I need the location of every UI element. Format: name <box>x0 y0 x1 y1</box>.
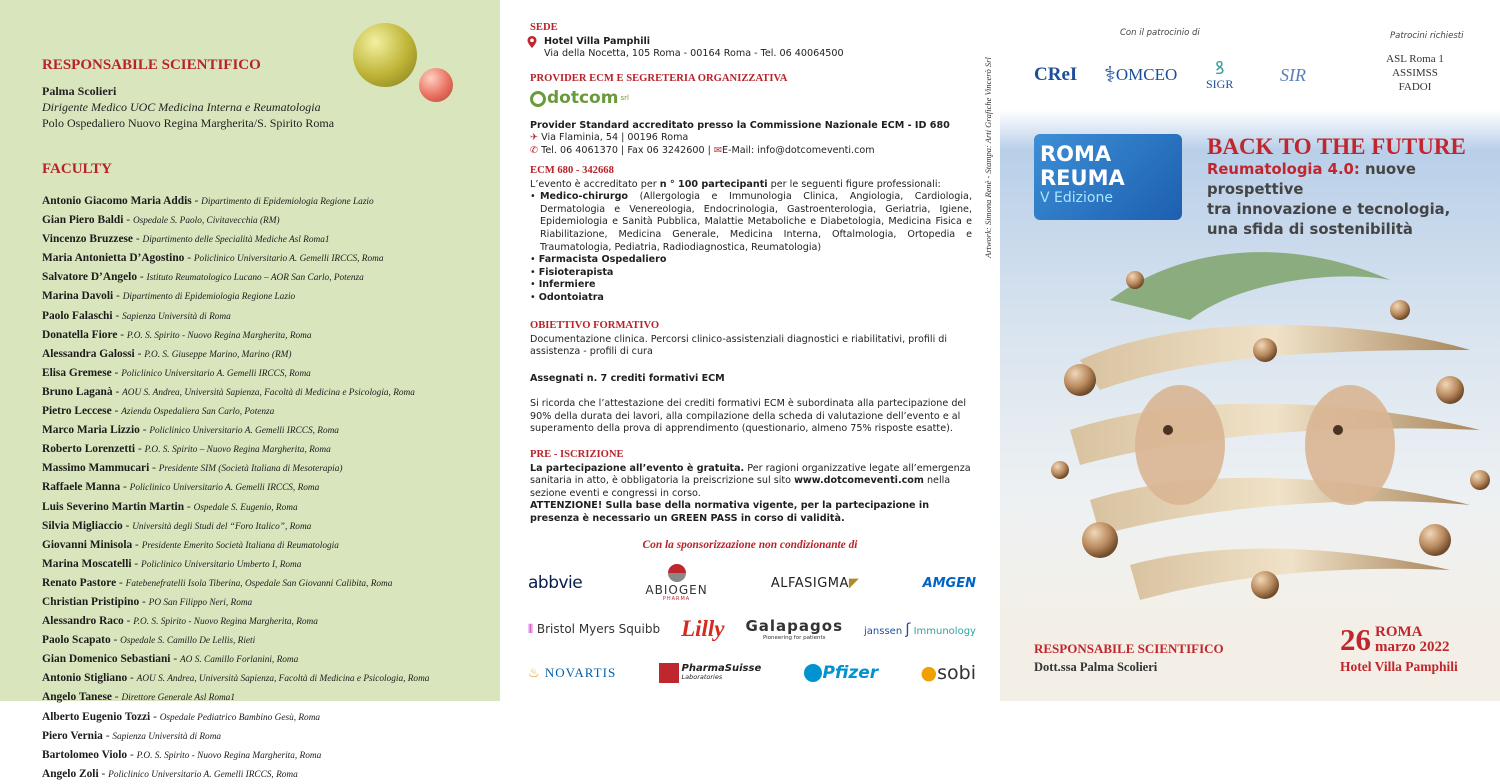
faculty-affiliation: Dipartimento di Epidemiologia Regione Lazio <box>201 197 374 207</box>
dotcom-logo-icon <box>530 91 546 107</box>
faculty-member: Raffaele Manna - Policlinico Universitario A. Gemelli IRCCS, Roma <box>42 481 320 494</box>
faculty-name: Salvatore D’Angelo <box>42 271 138 284</box>
sede-address: Via della Nocetta, 105 Roma - 00164 Roma - Tel. 06 40064500 <box>544 48 844 60</box>
faculty-member: Gian Domenico Sebastiani - AO S. Camillo Forlanini, Roma <box>42 653 299 666</box>
responsabile-block <box>42 83 334 131</box>
patrocinio-label: Con il patrocinio di <box>1120 28 1200 38</box>
faculty-name: Maria Antonietta D’Agostino <box>42 252 185 265</box>
requested-fadoi: FADOI <box>1398 81 1432 93</box>
faculty-affiliation: AOU S. Andrea, Università Sapienza, Facoltà di Medicina e Psicologia, Roma <box>122 387 415 398</box>
sede-name: Hotel Villa Pamphili <box>544 35 651 47</box>
faculty-member: Vincenzo Bruzzese - Dipartimento delle Specialità Mediche Asl Roma1 <box>42 233 330 246</box>
faculty-member: Luis Severino Martin Martin - Ospedale S. Eugenio, Roma <box>42 500 298 513</box>
faculty-affiliation: Ospedale Pediatrico Bambino Gesù, Roma <box>159 712 321 723</box>
pharmasuisse-logo: PharmaSuisse Laboratories <box>659 663 762 683</box>
faculty-name: Luis Severino Martin Martin <box>42 500 185 513</box>
faculty-member: Antonio Giacomo Maria Addis - Dipartimento di Epidemiologia Regione Lazio <box>42 195 374 207</box>
faculty-name: Elisa Gremese <box>42 366 112 379</box>
novartis-logo: ♨ NOVARTIS <box>528 665 617 680</box>
faculty-affiliation: AO S. Camillo Forlanini, Roma <box>179 655 299 666</box>
roma-reuma-line1: ROMA <box>1040 142 1112 166</box>
ecm-intro: L’evento è accreditato per n ° 100 partecipanti per le seguenti figure professionali: <box>530 178 941 190</box>
faculty-affiliation: Policlinico Universitario A. Gemelli IRCCS, Roma <box>193 254 384 265</box>
responsabile-role: Dirigente Medico UOC Medicina Interna e Reumatologia <box>42 100 321 114</box>
faculty-member: Paolo Scapato - Ospedale S. Camillo De Lellis, Rieti <box>42 634 256 647</box>
ecm-section <box>530 165 972 305</box>
provider-address-line: ✈ Via Flaminia, 54 | 00196 Roma <box>530 132 689 144</box>
faculty-affiliation: Azienda Ospedaliera San Carlo, Potenza <box>121 407 275 418</box>
dotcom-logo-text: dotcom <box>547 88 619 109</box>
faculty-affiliation: PO San Filippo Neri, Roma <box>148 597 253 608</box>
alfasigma-logo: ALFASIGMA◤ <box>770 575 860 591</box>
patrocini-richiesti-label: Patrocini richiesti <box>1390 31 1464 41</box>
faculty-member: Angelo Tanese - Direttore Generale Asl Roma1 <box>42 691 235 704</box>
faculty-member: Bartolomeo Violo - P.O. S. Spirito - Nuovo Regina Margherita, Roma <box>42 748 322 761</box>
bullet: • <box>530 279 539 291</box>
faculty-affiliation: P.O. S. Giuseppe Marino, Marino (RM) <box>144 349 292 360</box>
faculty-affiliation: Presidente Emerito Società Italiana di Reumatologia <box>141 540 339 551</box>
ecm-profession-item <box>530 279 972 292</box>
event-venue: Hotel Villa Pamphili <box>1340 659 1458 674</box>
sigr-logo: ꝸ SIGR <box>1206 57 1234 91</box>
faculty-member: Alberto Eugenio Tozzi - Ospedale Pediatrico Bambino Gesù, Roma <box>42 710 321 723</box>
event-city: ROMA <box>1375 624 1423 640</box>
sobi-logo: ●sobi <box>920 662 976 684</box>
provider-contacts-line: ✆ Tel. 06 4061370 | Fax 06 3242600 | ✉E-Mail: info@dotcomeventi.com <box>530 144 875 156</box>
faculty-member: Giovanni Minisola - Presidente Emerito Società Italiana di Reumatologia <box>42 538 339 551</box>
pfizer-icon <box>804 664 822 682</box>
faculty-name: Gian Piero Baldi <box>42 214 124 227</box>
faculty-name: Marco Maria Lizzio <box>42 424 140 437</box>
dotcomeventi-link[interactable]: www.dotcomeventi.com <box>794 475 924 487</box>
location-pin-icon <box>527 36 537 48</box>
event-date-place <box>1340 622 1458 675</box>
faculty-name: Marina Davoli <box>42 290 114 303</box>
faculty-name: Antonio Stigliano <box>42 672 128 685</box>
faculty-affiliation: Policlinico Universitario A. Gemelli IRCCS, Roma <box>108 769 298 780</box>
phone-icon: ✆ <box>530 144 539 156</box>
bullet: • <box>530 254 539 266</box>
responsabile-place: Polo Ospedaliero Nuovo Regina Margherita/S. Spirito Roma <box>42 116 335 130</box>
dotcom-logo <box>530 87 975 111</box>
requested-assimss: ASSIMSS <box>1392 67 1438 79</box>
faculty-affiliation: Dipartimento di Epidemiologia Regione Lazio <box>122 292 296 303</box>
faculty-member: Gian Piero Baldi - Ospedale S. Paolo, Civitavecchia (RM) <box>42 214 280 227</box>
faculty-name: Piero Vernia <box>42 729 103 742</box>
lilly-logo: Lilly <box>681 616 725 641</box>
faculty-affiliation: Ospedale S. Eugenio, Roma <box>193 502 298 513</box>
ecm-profession-item <box>530 254 972 267</box>
preiscrizione-section <box>530 449 972 526</box>
faculty-list <box>42 192 429 784</box>
faculty-name: Pietro Leccese <box>42 405 112 418</box>
amgen-logo: AMGEN <box>922 575 976 591</box>
ecm-profession-label: Farmacista Ospedaliero <box>538 254 667 266</box>
faculty-name: Paolo Falaschi <box>42 309 113 322</box>
attestazione-text: Si ricorda che l’attestazione dei crediti formativi ECM è subordinata alla partecipazione del 90% della durata dei lavori, alla compilazione della scheda di valutazione dell’evento e al superamento della prova di apprendimento (questionario, almeno 75% risposte esatte). <box>530 398 966 435</box>
ecm-other-professions <box>530 254 972 304</box>
faculty-member: Donatella Fiore - P.O. S. Spirito - Nuovo Regina Margherita, Roma <box>42 328 312 341</box>
left-panel <box>0 0 500 780</box>
requested-patronage-list <box>1365 52 1465 94</box>
faculty-member: Marco Maria Lizzio - Policlinico Universitario A. Gemelli IRCCS, Roma <box>42 424 339 437</box>
faculty-member: Renato Pastore - Fatebenefratelli Isola Tiberina, Ospedale San Giovanni Calibita, Roma <box>42 576 393 589</box>
faculty-name: Gian Domenico Sebastiani <box>42 653 171 666</box>
artwork-credit: Artwork: Simona Renè - Stampa: Arti Grafiche Vincerò Srl <box>983 57 993 258</box>
cover-panel <box>1000 0 1500 701</box>
abiogen-icon <box>668 564 686 582</box>
ecm-profession-label: Odontoiatra <box>538 291 604 303</box>
responsabile-title: RESPONSABILE SCIENTIFICO <box>42 57 261 73</box>
email-icon: ✉ <box>713 144 722 156</box>
faculty-member: Marina Davoli - Dipartimento di Epidemiologia Regione Lazio <box>42 290 296 303</box>
faculty-name: Alessandro Raco <box>42 615 124 628</box>
dotcom-logo-suffix: srl <box>620 94 629 103</box>
cover-responsabile-title: RESPONSABILE SCIENTIFICO <box>1034 641 1224 656</box>
faculty-name: Bruno Laganà <box>42 385 113 398</box>
faculty-member: Elisa Gremese - Policlinico Universitario A. Gemelli IRCCS, Roma <box>42 366 311 379</box>
cover-responsabile-name: Dott.ssa Palma Scolieri <box>1034 660 1158 674</box>
preiscrizione-text: La partecipazione all’evento è gratuita. Per ragioni organizzative legate all’emergenza sanitaria in atto, è obbligatoria la preiscrizione sul sito www.dotcomeventi.com nella sezione eventi e congressi in corso. <box>530 462 971 499</box>
faculty-affiliation: Policlinico Universitario A. Gemelli IRCCS, Roma <box>129 483 320 494</box>
faculty-member: Silvia Migliaccio - Università degli Studi del “Foro Italico”, Roma <box>42 519 312 532</box>
event-day: 26 <box>1340 622 1371 657</box>
omceo-logo: ⚕ OMCEO <box>1104 62 1178 87</box>
sede-title: SEDE <box>530 22 558 33</box>
sigr-icon: ꝸ <box>1214 57 1225 78</box>
faculty-member: Massimo Mammucari - Presidente SIM (Società Italiana di Mesoterapia) <box>42 462 343 475</box>
faculty-affiliation: P.O. S. Spirito - Nuovo Regina Margherita, Roma <box>126 330 312 341</box>
faculty-member: Pietro Leccese - Azienda Ospedaliera San Carlo, Potenza <box>42 405 275 418</box>
cover-artwork <box>1040 240 1495 630</box>
cover-responsabile <box>1034 641 1224 675</box>
ecm-medico-item: • Medico-chirurgo (Allergologia e Immunologia Clinica, Angiologia, Cardiologia, Dermatologia e Venereologia, Endocrinologia, Gastroenterologia, Geriatria, Igiene, Epidemiologia e Sanità Pubblica, Malattie Metaboliche e Diabetologia, Medicina Fisica e Riabilitazione, Medicina Generale, Medicina Interna, Oftalmologia, Ortopedia e Traumatologia, Pediatria, Radiodiagnostica, Reumatologia) <box>530 191 972 253</box>
faculty-affiliation: P.O. S. Spirito - Nuovo Regina Margherita, Roma <box>133 617 318 628</box>
novartis-icon: ♨ <box>528 665 541 680</box>
faculty-member: Salvatore D’Angelo - Istituto Reumatologico Lucano – AOR San Carlo, Potenza <box>42 271 364 284</box>
middle-panel <box>500 0 1000 701</box>
faculty-affiliation: Policlinico Universitario A. Gemelli IRCCS, Roma <box>149 426 339 437</box>
faculty-name: Christian Pristipino <box>42 595 140 608</box>
faculty-name: Silvia Migliaccio <box>42 519 123 532</box>
faculty-affiliation: Ospedale S. Paolo, Civitavecchia (RM) <box>132 216 280 227</box>
faculty-member: Alessandra Galossi - P.O. S. Giuseppe Marino, Marino (RM) <box>42 347 292 360</box>
faculty-member: Christian Pristipino - PO San Filippo Neri, Roma <box>42 595 253 608</box>
faculty-name: Alessandra Galossi <box>42 347 135 360</box>
obiettivo-text: Documentazione clinica. Percorsi clinico-assistenziali diagnostici e riabilitativi, profili di assistenza - profili di cura <box>530 333 948 358</box>
faculty-name: Alberto Eugenio Tozzi <box>42 710 151 723</box>
responsabile-name: Palma Scolieri <box>42 84 117 98</box>
provider-title: PROVIDER ECM E SEGRETERIA ORGANIZZATIVA <box>530 73 788 84</box>
ecm-profession-item <box>530 292 972 305</box>
pharmasuisse-icon <box>659 663 679 683</box>
ecm-title: ECM 680 - 342668 <box>530 165 614 176</box>
sobi-icon: ● <box>920 662 938 684</box>
faculty-member: Piero Vernia - Sapienza Università di Roma <box>42 729 222 742</box>
faculty-title: FACULTY <box>42 161 113 177</box>
faculty-name: Paolo Scapato <box>42 634 111 647</box>
ecm-profession-label: Infermiere <box>538 279 596 291</box>
obiettivo-title: OBIETTIVO FORMATIVO <box>530 320 660 331</box>
provider-accreditation: Provider Standard accreditato presso la Commissione Nazionale ECM - ID 680 <box>530 119 950 131</box>
sede-section <box>530 22 970 61</box>
decorative-sphere-olive <box>353 23 417 87</box>
roma-reuma-logo <box>1034 134 1182 220</box>
faculty-affiliation: Ospedale S. Camillo De Lellis, Rieti <box>120 636 256 647</box>
provider-email-link[interactable]: E-Mail: info@dotcomeventi.com <box>721 144 875 156</box>
obiettivo-section <box>530 320 970 359</box>
event-month-year: marzo 2022 <box>1375 639 1450 655</box>
faculty-name: Marina Moscatelli <box>42 557 132 570</box>
faculty-member: Maria Antonietta D’Agostino - Policlinico Universitario A. Gemelli IRCCS, Roma <box>42 252 384 265</box>
faculty-name: Giovanni Minisola <box>42 538 133 551</box>
requested-asl: ASL Roma 1 <box>1386 53 1444 65</box>
bullet: • <box>530 266 539 278</box>
faculty-affiliation: Istituto Reumatologico Lucano – AOR San Carlo, Potenza <box>146 273 364 284</box>
faculty-affiliation: Presidente SIM (Società Italiana di Mesoterapia) <box>158 464 343 475</box>
provider-section <box>530 73 975 157</box>
sir-logo: SIR <box>1280 64 1306 85</box>
abiogen-logo: ABIOGEN PHARMA <box>645 564 707 602</box>
faculty-affiliation: Fatebenefratelli Isola Tiberina, Ospedale San Giovanni Calibita, Roma <box>125 578 393 589</box>
attenzione-text: ATTENZIONE! Sulla base della normativa vigente, per la partecipazione in presenza è necessario un GREEN PASS in corso di validità. <box>530 500 930 524</box>
omceo-icon: ⚕ <box>1104 62 1116 87</box>
bms-logo: ⫴ Bristol Myers Squibb <box>528 621 661 636</box>
janssen-logo: janssen ʃ Immunology <box>864 620 976 638</box>
faculty-name: Roberto Lorenzetti <box>42 443 136 456</box>
sponsor-title: Con la sponsorizzazione non condizionante di <box>642 539 858 551</box>
faculty-name: Antonio Giacomo Maria Addis <box>42 195 192 207</box>
faculty-member: Bruno Laganà - AOU S. Andrea, Università Sapienza, Facoltà di Medicina e Psicologia, Roma <box>42 385 415 398</box>
pfizer-logo: Pfizer <box>804 663 879 683</box>
crediti-text: Assegnati n. 7 crediti formativi ECM <box>530 373 725 384</box>
faculty-affiliation: AOU S. Andrea, Università Sapienza, Facoltà di Medicina e Psicologia, Roma <box>136 674 430 685</box>
galapagos-logo: Galapagos Pioneering for patients <box>745 617 844 641</box>
faculty-name: Raffaele Manna <box>42 481 121 494</box>
faculty-member: Alessandro Raco - P.O. S. Spirito - Nuovo Regina Margherita, Roma <box>42 615 318 628</box>
pin-icon: ✈ <box>530 132 539 144</box>
faculty-name: Bartolomeo Violo <box>42 748 128 761</box>
faculty-affiliation: Policlinico Universitario A. Gemelli IRCCS, Roma <box>121 368 311 379</box>
faculty-name: Massimo Mammucari <box>42 462 150 475</box>
abbvie-logo: abbvie <box>528 573 583 593</box>
faculty-name: Renato Pastore <box>42 576 117 589</box>
faculty-name: Donatella Fiore <box>42 328 118 341</box>
bullet: • <box>530 291 539 303</box>
roma-reuma-line2: REUMA <box>1040 166 1125 190</box>
preiscrizione-title: PRE - ISCRIZIONE <box>530 449 624 460</box>
faculty-member: Paolo Falaschi - Sapienza Università di Roma <box>42 309 231 322</box>
faculty-affiliation: Policlinico Universitario Umberto I, Roma <box>141 559 302 570</box>
sponsor-row-2 <box>528 612 976 646</box>
sponsor-row-1 <box>528 566 976 600</box>
ecm-profession-item <box>530 267 972 280</box>
crei-logo: CReI <box>1034 64 1078 85</box>
bms-icon: ⫴ <box>528 621 534 636</box>
faculty-affiliation: Sapienza Università di Roma <box>122 311 231 322</box>
faculty-member: Angelo Zoli - Policlinico Universitario A. Gemelli IRCCS, Roma <box>42 767 298 780</box>
faculty-affiliation: Università degli Studi del “Foro Italico”, Roma <box>132 521 312 532</box>
event-subtitle: Reumatologia 4.0: nuove prospettive tra innovazione e tecnologia, una sfida di sostenibilità <box>1207 161 1451 238</box>
faculty-member: Marina Moscatelli - Policlinico Universitario Umberto I, Roma <box>42 557 302 570</box>
sponsor-row-3 <box>528 656 976 690</box>
faculty-affiliation: Direttore Generale Asl Roma1 <box>121 693 235 704</box>
faculty-affiliation: Sapienza Università di Roma <box>112 731 222 742</box>
decorative-sphere-red <box>419 68 453 102</box>
faculty-affiliation: P.O. S. Spirito – Nuovo Regina Margherita, Roma <box>144 445 331 456</box>
faculty-affiliation: Dipartimento delle Specialità Mediche Asl Roma1 <box>142 235 330 246</box>
faculty-member: Roberto Lorenzetti - P.O. S. Spirito – Nuovo Regina Margherita, Roma <box>42 443 331 456</box>
ecm-profession-label: Fisioterapista <box>538 266 614 278</box>
faculty-member: Antonio Stigliano - AOU S. Andrea, Università Sapienza, Facoltà di Medicina e Psicologia, Roma <box>42 672 430 685</box>
faculty-name: Vincenzo Bruzzese <box>42 233 133 246</box>
faculty-name: Angelo Tanese <box>42 691 112 704</box>
janssen-icon: ʃ <box>905 620 911 638</box>
faculty-affiliation: P.O. S. Spirito - Nuovo Regina Margherita, Roma <box>136 750 322 761</box>
alfasigma-icon: ◤ <box>848 575 860 591</box>
faculty-name: Angelo Zoli <box>42 767 99 780</box>
roma-reuma-edition: V Edizione <box>1040 190 1113 206</box>
event-title: BACK TO THE FUTURE <box>1207 134 1466 159</box>
